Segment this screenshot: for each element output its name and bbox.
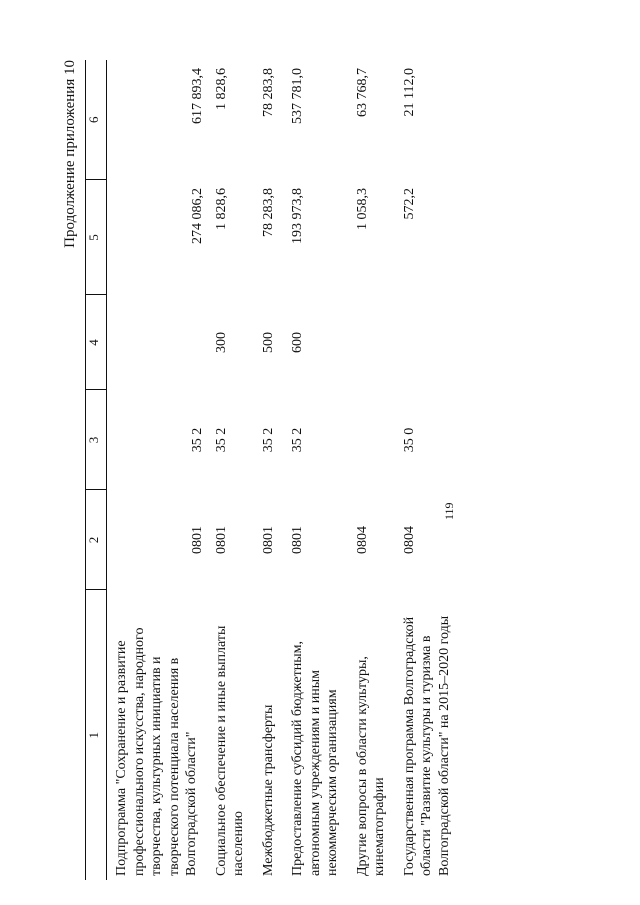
row-target: 35 2 [260,427,276,453]
row-expense-type [107,295,207,390]
column-header: 3 [86,390,107,490]
row-target [348,390,395,490]
column-header: 4 [86,295,107,390]
row-name: Социальное обеспечение и иные выплаты населению [213,625,246,876]
row-expense-type [395,295,460,390]
column-header: 6 [86,60,107,180]
table-row [207,60,254,880]
row-sum-a: 572,2 [401,188,417,220]
row-sum-a: 274 086,2 [190,188,205,244]
row-sum-b: 21 112,0 [401,68,417,117]
row-sum-a: 1 058,3 [354,188,370,230]
row-sum-a: 193 973,8 [290,188,305,244]
row-section: 0804 [354,526,370,554]
column-header: 2 [86,490,107,590]
row-sum-a: 1 828,6 [213,188,229,230]
row-section: 0801 [290,526,305,554]
row-target: 35 2 [290,427,305,453]
continuation-label: Продолжение приложения 10 [62,60,78,248]
table-row [348,60,395,880]
row-sum-b: 78 283,8 [260,68,276,117]
row-name: Предоставление субсидий бюджетным, автономным учреждениям и иным некоммерческим организациям [290,640,340,876]
table-header-row [86,60,107,880]
table-row [283,60,348,880]
row-section: 0801 [260,526,276,554]
row-sum-b: 1 828,6 [213,68,229,110]
budget-table [85,60,459,880]
column-header: 1 [86,590,107,880]
row-expense-type: 600 [290,332,305,353]
table-row [395,60,460,880]
row-sum-b: 617 893,4 [190,68,205,124]
row-section: 0801 [213,526,229,554]
row-name: Подпрограмма "Сохранение и развитие профессионального искусства, народного творчества, культурных инициатив и творческого потенциала населения в Волгоградской области" [114,627,199,876]
row-name: Другие вопросы в области культуры, кинематографии [354,656,387,876]
row-sum-a: 78 283,8 [260,188,276,237]
row-expense-type: 300 [213,332,229,353]
table-row [107,60,207,880]
row-target: 35 2 [213,427,229,453]
table-row [254,60,284,880]
row-target: 35 0 [401,427,417,453]
page-number: 119 [442,502,456,520]
row-name: Межбюджетные трансферты [260,704,276,876]
column-header: 5 [86,180,107,295]
row-sum-b: 537 781,0 [290,68,305,124]
row-expense-type [348,295,395,390]
rotated-content [55,60,640,880]
row-section: 0801 [190,526,205,554]
row-expense-type: 500 [260,332,276,353]
row-section: 0804 [401,526,417,554]
row-target: 35 2 [190,427,205,453]
row-sum-b: 63 768,7 [354,68,370,117]
row-name: Государственная программа Волгоградской области "Развитие культуры и туризма в Волгоградской области" на 2015–2020 годы [401,615,452,876]
